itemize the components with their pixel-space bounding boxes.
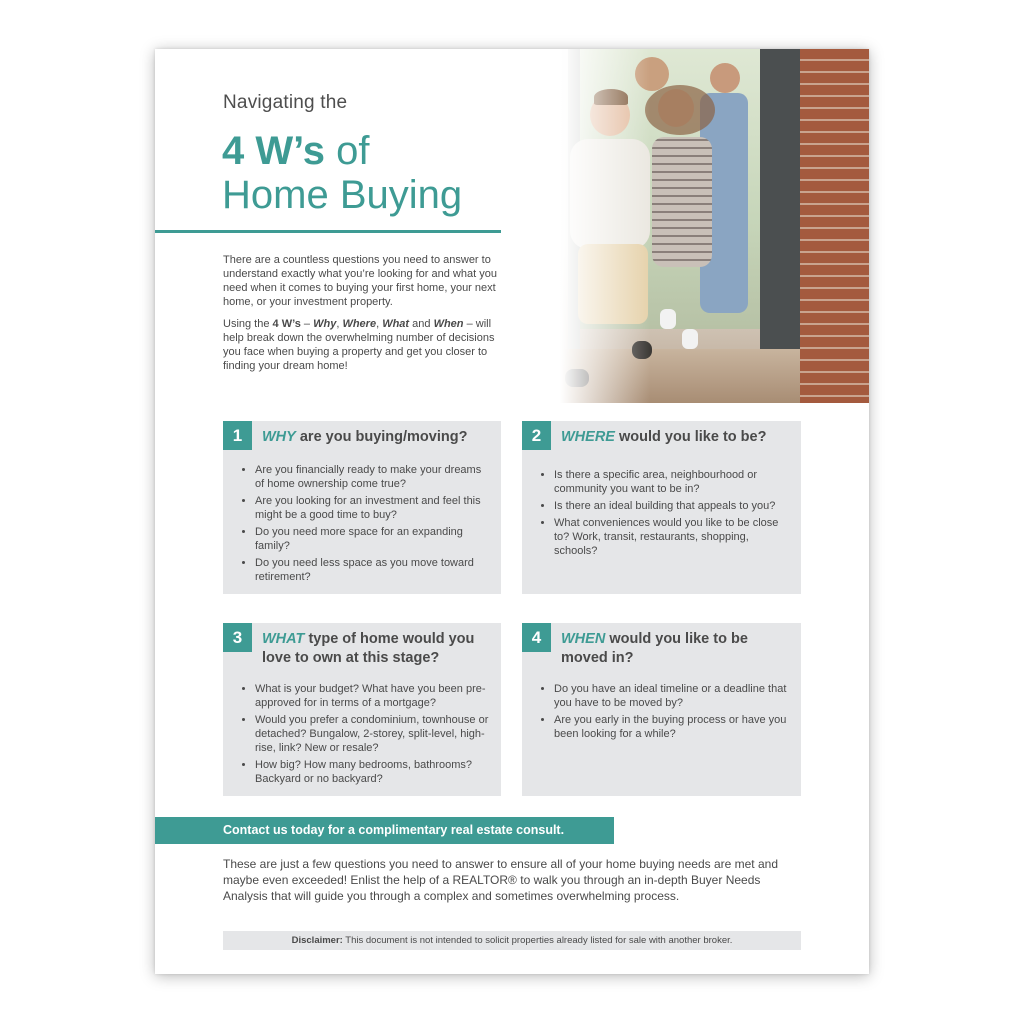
page-title-line2: Home Buying [222, 173, 463, 217]
card-heading: WHAT type of home would you love to own at this stage? [262, 631, 475, 666]
card-heading: WHEN would you like to be moved in? [561, 631, 748, 666]
list-item: • What conveniences would you like to be close to? Work, transit, restaurants, shopping, schools? [554, 516, 791, 558]
card-number: 1 [223, 421, 252, 450]
intro-text [223, 253, 501, 381]
title-divider [155, 230, 501, 233]
flyer-page [155, 49, 869, 974]
card-number: 3 [223, 623, 252, 652]
list-item: • Would you prefer a condominium, townhouse or detached? Bungalow, 2-storey, split-level, high-rise, link? New or resale? [255, 713, 491, 755]
closing-paragraph: These are just a few questions you need to answer to ensure all of your home buying needs are met and maybe even exceeded! Enlist the help of a REALTOR® to walk you through an in-depth Buyer Needs Analysis that will guide you through a complex and sometimes overwhelming process. [223, 857, 778, 903]
list-item: • Are you looking for an investment and feel this might be a good time to buy? [255, 494, 491, 522]
card-number: 4 [522, 623, 551, 652]
card-why [223, 421, 501, 594]
hero-photo [560, 49, 869, 403]
list-item: • Is there a specific area, neighbourhood or community you want to be in? [554, 468, 791, 496]
girl-shoe [682, 329, 698, 349]
open-door [760, 49, 800, 349]
list-item: • Do you have an ideal timeline or a deadline that you have to be moved by? [554, 682, 791, 710]
brick-wall [800, 49, 869, 403]
intro-paragraph-2: Using the 4 W’s – Why, Where, What and When – will help break down the overwhelming number of decisions you face when buying a property and get you closer to finding your dream home! [223, 318, 495, 372]
photo-fade [560, 49, 650, 403]
card-question-list [239, 682, 491, 789]
card-when [522, 623, 801, 796]
list-item: • What is your budget? What have you been pre-approved for in terms of a mortgage? [255, 682, 491, 710]
card-heading: WHERE would you like to be? [561, 429, 767, 445]
card-question-list [239, 463, 491, 587]
disclaimer-bar [223, 931, 801, 950]
disclaimer-label: Disclaimer: [291, 935, 343, 946]
card-what [223, 623, 501, 796]
list-item: • Are you early in the buying process or have you been looking for a while? [554, 713, 791, 741]
list-item: • Do you need less space as you move toward retirement? [255, 556, 491, 584]
card-number: 2 [522, 421, 551, 450]
list-item: • Is there an ideal building that appeals to you? [554, 499, 791, 513]
list-item: • Are you financially ready to make your dreams of home ownership come true? [255, 463, 491, 491]
list-item: • Do you need more space for an expanding family? [255, 525, 491, 553]
card-question-list [538, 682, 791, 744]
disclaimer-text: This document is not intended to solicit properties already listed for sale with another broker. [342, 935, 733, 946]
title-kicker: Navigating the [223, 92, 348, 113]
card-where [522, 421, 801, 594]
cta-text: Contact us today for a complimentary real estate consult. [223, 823, 565, 837]
intro-paragraph-1: There are a countless questions you need to answer to understand exactly what you’re looking for and what you need when it comes to buying your first home, your next home, or your investment property. [223, 254, 497, 308]
cta-banner [155, 817, 614, 844]
girl-hair [645, 85, 715, 135]
card-question-list [538, 468, 791, 561]
page-title-line1: 4 W’s of [222, 129, 370, 173]
list-item: • How big? How many bedrooms, bathrooms? Backyard or no backyard? [255, 758, 491, 786]
card-heading: WHY are you buying/moving? [262, 429, 468, 445]
parent-head [710, 63, 740, 93]
girl-dress [652, 137, 712, 267]
girl-shoe [660, 309, 676, 329]
